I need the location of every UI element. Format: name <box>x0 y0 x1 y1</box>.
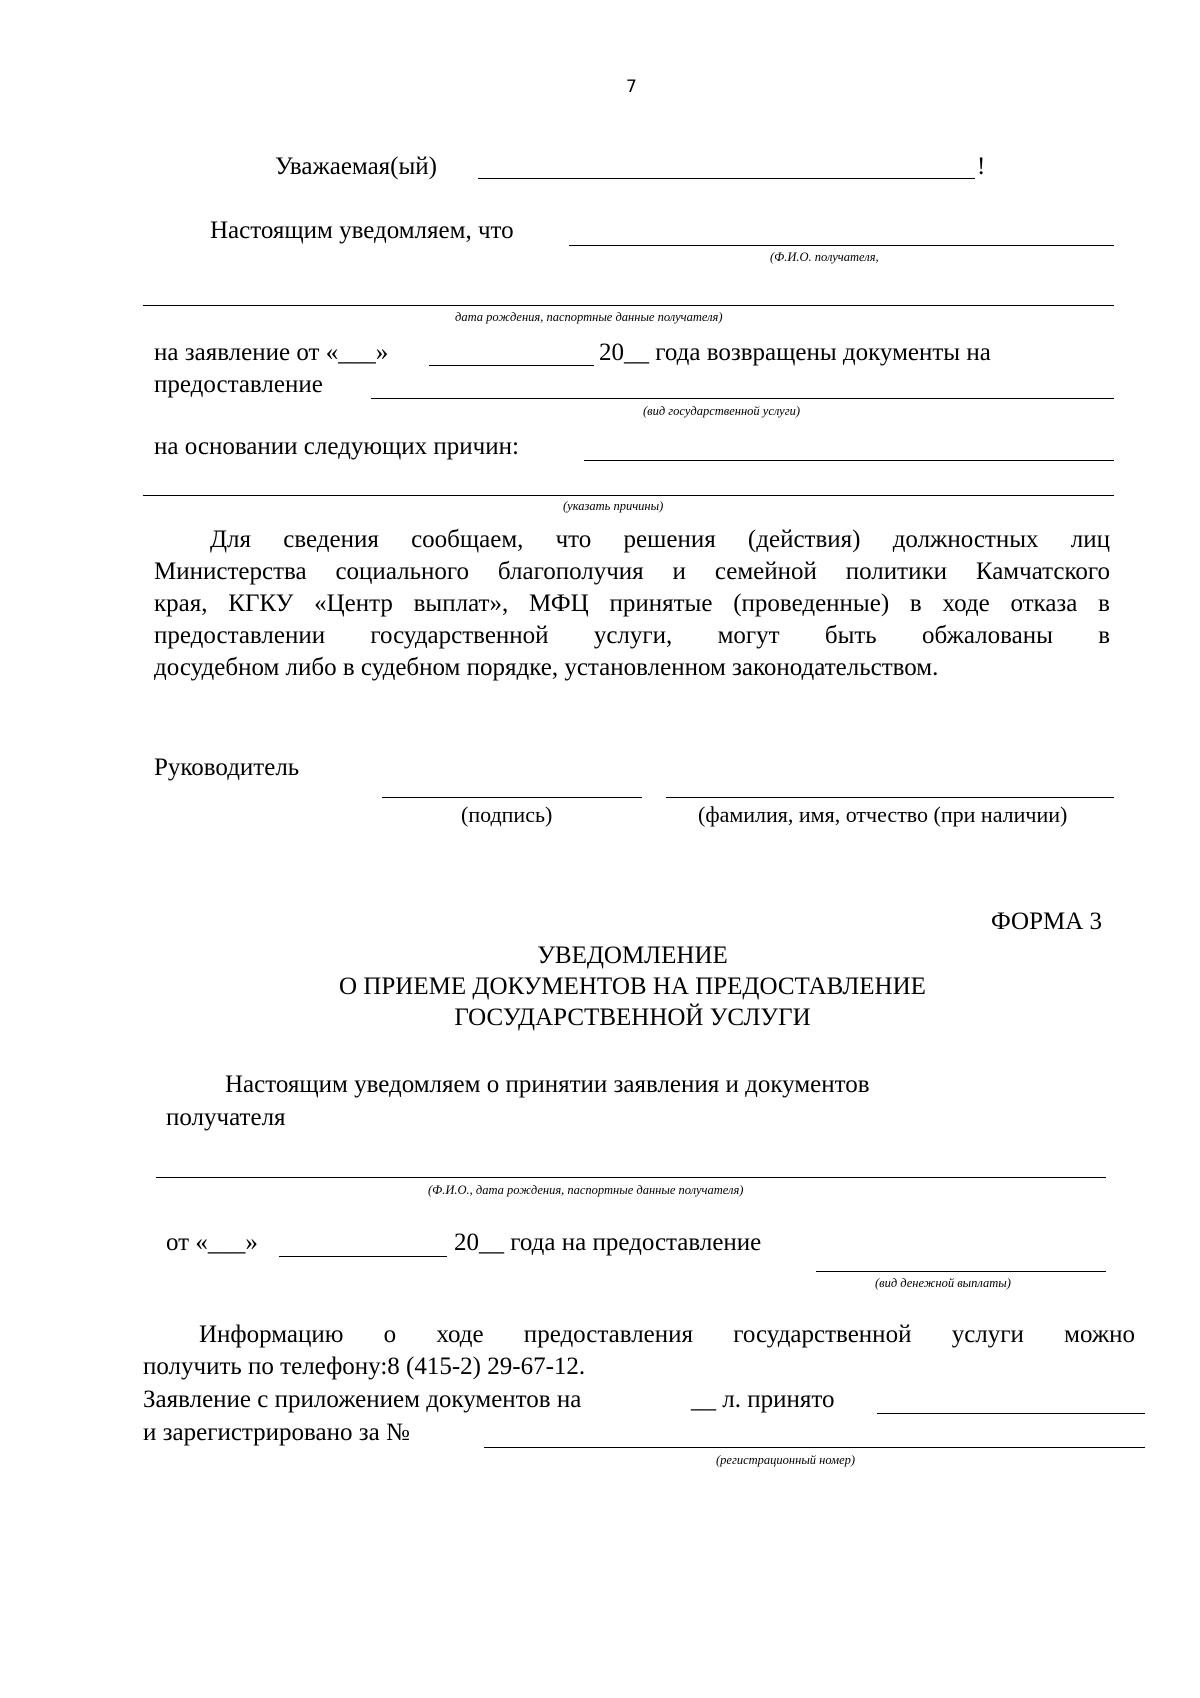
recipient-line <box>156 1177 1106 1178</box>
application-line-start: на заявление от «___» <box>154 339 389 366</box>
reasons-label: на основании следующих причин: <box>154 433 519 460</box>
title-line: УВЕДОМЛЕНИЕ <box>537 942 728 969</box>
info-line: Информацию о ходе предоставления государственной услуги можно <box>199 1321 1135 1348</box>
info-paragraph <box>143 1319 1135 1383</box>
date-start: от «___» <box>166 1229 258 1256</box>
service-line <box>371 398 1114 399</box>
signature-line <box>382 797 642 798</box>
intro-line-1: Настоящим уведомляем о принятии заявления и документов <box>225 1071 870 1098</box>
addressee-line <box>478 178 975 179</box>
name-caption: (фамилия, имя, отчество (при наличии) <box>698 802 1068 827</box>
application-month-line <box>429 365 594 366</box>
service-caption: (вид государственной услуги) <box>643 404 801 418</box>
reg-number-line <box>484 1447 1145 1448</box>
payment-caption: (вид денежной выплаты) <box>875 1276 1011 1290</box>
page-number: 7 <box>626 77 637 97</box>
form-label: ФОРМА 3 <box>991 908 1103 935</box>
reasons-caption: (указать причины) <box>563 499 664 513</box>
reasons-line-2 <box>143 495 1114 496</box>
head-label: Руководитель <box>154 754 300 781</box>
fio-line <box>569 245 1114 246</box>
date-month-line <box>279 1256 447 1257</box>
signature-caption: (подпись) <box>461 802 553 827</box>
payment-line <box>816 1271 1106 1272</box>
greeting-label: Уважаемая(ый) <box>275 153 437 180</box>
application-line-year: 20__ года возвращены документы на <box>599 339 991 366</box>
reg-caption: (регистрационный номер) <box>716 1453 856 1467</box>
birth-caption: дата рождения, паспортные данные получателя) <box>455 310 723 324</box>
notify-text: Настоящим уведомляем, что <box>210 217 514 244</box>
intro-line-2: получателя <box>166 1104 286 1131</box>
paragraph-line: предоставлении государственной услуги, могут быть обжалованы в <box>154 622 1110 649</box>
recipient-caption: (Ф.И.О., дата рождения, паспортные данные получателя) <box>428 1183 744 1197</box>
birth-data-line <box>143 305 1114 306</box>
title-line: О ПРИЕМЕ ДОКУМЕНТОВ НА ПРЕДОСТАВЛЕНИЕ <box>339 973 926 1000</box>
paragraph-line: досудебном либо в судебном порядке, установленном законодательством. <box>154 654 939 681</box>
appeal-paragraph <box>154 524 1110 684</box>
form-title <box>0 940 1200 1033</box>
accepted-by-line <box>877 1413 1145 1414</box>
info-line: получить по телефону:8 (415-2) 29-67-12. <box>143 1353 586 1380</box>
head-name-line <box>666 797 1114 798</box>
date-year: 20__ года на предоставление <box>454 1229 762 1256</box>
paragraph-line: Министерства социального благополучия и семейной политики Камчатского <box>154 558 1110 585</box>
reasons-line <box>584 460 1114 461</box>
fio-caption: (Ф.И.О. получателя, <box>770 250 879 264</box>
provision-label: предоставление <box>154 371 323 398</box>
paragraph-line: Для сведения сообщаем, что решения (действия) должностных лиц <box>210 526 1110 553</box>
application-docs-label: Заявление с приложением документов на <box>143 1386 582 1413</box>
paragraph-line: края, КГКУ «Центр выплат», МФЦ принятые (проведенные) в ходе отказа в <box>154 590 1110 617</box>
registered-label: и зарегистрировано за № <box>143 1419 410 1446</box>
sheets-label: __ л. принято <box>691 1386 835 1413</box>
title-line: ГОСУДАРСТВЕННОЙ УСЛУГИ <box>454 1004 811 1031</box>
greeting-end: ! <box>977 153 986 180</box>
